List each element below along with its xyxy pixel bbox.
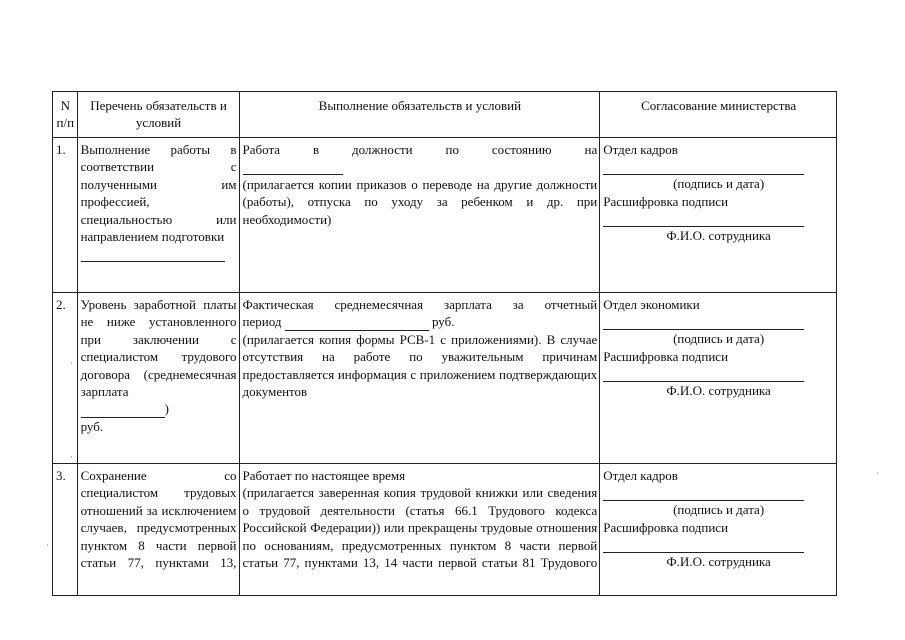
fulfillment-cell xyxy=(239,293,600,464)
sign-date-label: (подпись и дата) xyxy=(673,502,765,518)
approval-cell xyxy=(600,464,837,596)
decode-line xyxy=(603,536,804,553)
signature-line xyxy=(603,484,804,501)
closing-paren: ) xyxy=(164,401,169,417)
header-obligations: Перечень обязательств и условий xyxy=(77,92,239,138)
fulfillment-text: (прилагается копия формы РСВ-1 с приложениями). В случае отсутствия на работе по уважительным причинам предоставляется информация с приложением подтверждающих документов xyxy=(242,331,598,400)
period-label: период xyxy=(242,314,282,330)
header-approval: Согласование министерства xyxy=(600,92,837,138)
obligation-unit: руб. xyxy=(80,418,104,434)
signature-line xyxy=(603,313,804,330)
fio-label: Ф.И.О. сотрудника xyxy=(666,554,771,570)
obligation-text: Выполнение работы в соответствии с полученными им профессией, специальностью или направлением подготовки xyxy=(80,142,237,245)
fulfillment-first-line: Работа в должности по состоянию на xyxy=(242,142,598,157)
obligation-text: Уровень заработной платы не ниже установленного при заключении с специалистом трудового договора (среднемесячная зарплата xyxy=(80,297,237,400)
fio-label: Ф.И.О. сотрудника xyxy=(666,228,771,244)
approval-cell xyxy=(600,293,837,464)
decode-label: Расшифровка подписи xyxy=(603,348,729,364)
obligation-cell xyxy=(77,293,239,464)
row-number: 1. xyxy=(53,138,78,293)
decode-line xyxy=(603,210,804,227)
signature-line xyxy=(603,158,804,175)
department-label: Отдел экономики xyxy=(603,297,700,312)
table-row xyxy=(53,293,837,464)
fulfillment-first-line: Работает по настоящее время xyxy=(242,468,406,483)
amount-blank xyxy=(81,403,165,418)
blank-line xyxy=(81,245,225,262)
date-blank xyxy=(243,160,343,175)
decode-line xyxy=(603,365,804,382)
scan-speck: · xyxy=(46,540,49,550)
period-line xyxy=(243,313,598,330)
scan-speck: · xyxy=(70,452,73,462)
fulfillment-text: (прилагается копии приказов о переводе на другие должности (работы), отпуска по уходу за ребенком и др. при необходимости) xyxy=(242,176,598,227)
table-header-row xyxy=(53,92,837,138)
salary-blank xyxy=(285,316,429,331)
sign-date-label: (подпись и дата) xyxy=(673,331,765,347)
header-num: N п/п xyxy=(53,92,78,138)
fulfillment-text: (прилагается заверенная копия трудовой книжки или сведения о трудовой деятельности (статья 66.1 Трудового кодекса Российской Федерации)) или прекращены трудовые отношения по основаниям, предусмотренных пунктом 8 части первой статьи 77, пунктами 13, 14 части первой статьи 81 Трудового xyxy=(242,485,598,571)
fulfillment-cell xyxy=(239,138,600,293)
approval-cell xyxy=(600,138,837,293)
decode-label: Расшифровка подписи xyxy=(603,519,729,535)
fulfillment-first-line: Фактическая среднемесячная зарплата за отчетный xyxy=(242,297,598,312)
header-fulfillment: Выполнение обязательств и условий xyxy=(239,92,600,138)
sign-date-label: (подпись и дата) xyxy=(673,176,765,192)
obligation-amount-line xyxy=(81,400,237,417)
obligation-text: Сохранение со специалистом трудовых отношений за исключением случаев, предусмотренных пунктом 8 части первой статьи 77, пунктами 13, xyxy=(80,468,237,571)
fulfillment-cell xyxy=(239,464,600,596)
scan-speck: · xyxy=(876,468,879,478)
obligation-cell xyxy=(77,138,239,293)
decode-label: Расшифровка подписи xyxy=(603,193,729,209)
row-number: 2. xyxy=(53,293,78,464)
row-number: 3. xyxy=(53,464,78,596)
fio-label: Ф.И.О. сотрудника xyxy=(666,383,771,399)
obligations-table xyxy=(52,91,837,596)
period-unit: руб. xyxy=(431,314,455,330)
scan-speck: · xyxy=(70,358,73,368)
department-label: Отдел кадров xyxy=(603,468,678,483)
obligation-cell xyxy=(77,464,239,596)
table-row xyxy=(53,464,837,596)
department-label: Отдел кадров xyxy=(603,142,678,157)
table-row xyxy=(53,138,837,293)
